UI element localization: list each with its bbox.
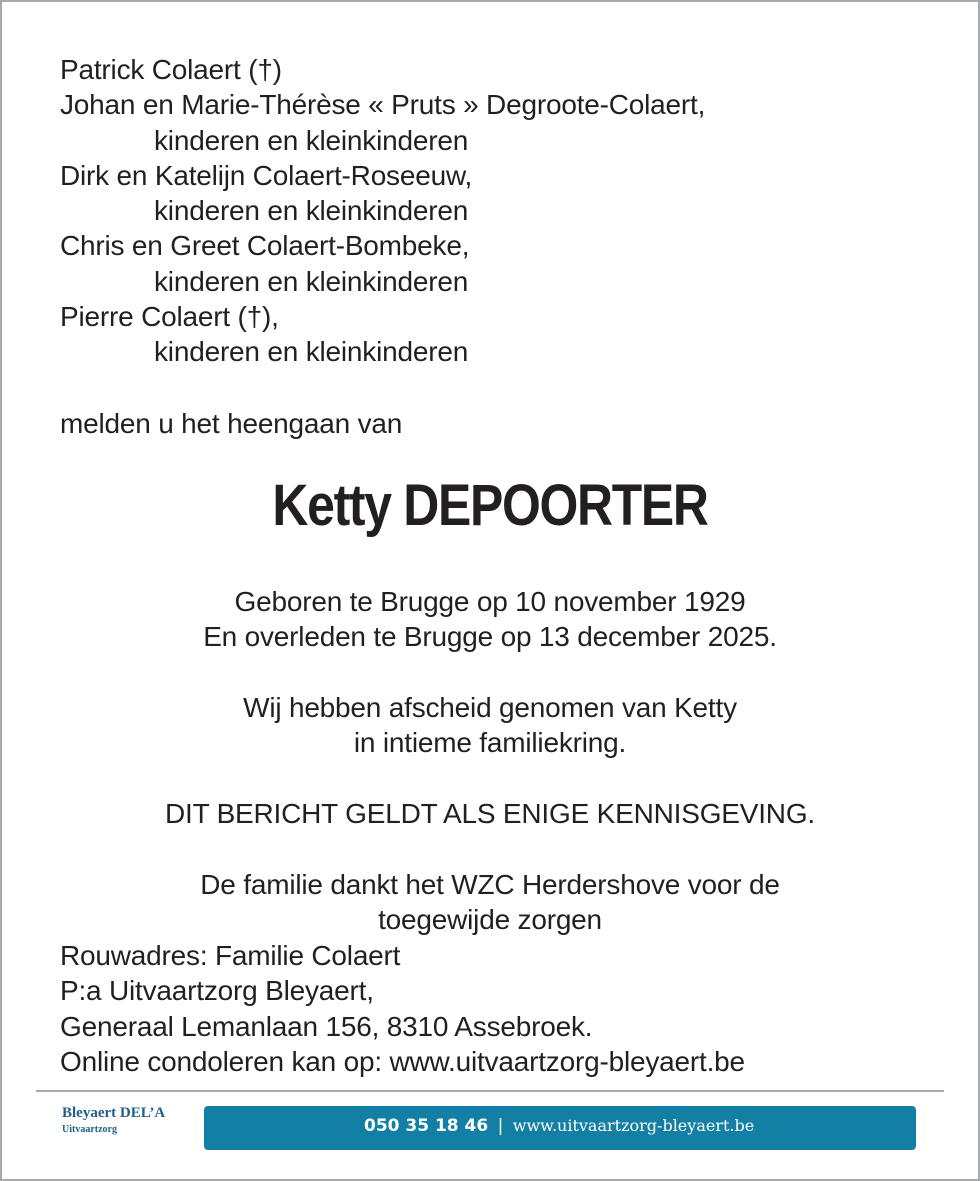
family-line: Pierre Colaert (†), xyxy=(60,301,279,333)
family-line: Johan en Marie-Thérèse « Pruts » Degroote-Colaert, xyxy=(60,89,706,121)
thanks-line: De familie dankt het WZC Herdershove voor de xyxy=(200,869,780,900)
family-line: Patrick Colaert (†) xyxy=(60,54,282,85)
family-line: kinderen en kleinkinderen xyxy=(154,265,469,297)
deceased-name: Ketty DEPOORTER xyxy=(272,473,708,538)
condolence-line: Online condoleren kan op: www.uitvaartzorg-bleyaert.be xyxy=(60,1045,745,1077)
contact-line: P:a Uitvaartzorg Bleyaert, xyxy=(60,975,374,1007)
funeral-home-logo xyxy=(62,1104,202,1150)
farewell-text xyxy=(0,690,980,761)
notice-line: DIT BERICHT GELDT ALS ENIGE KENNISGEVING. xyxy=(165,798,815,829)
contact-line: Generaal Lemanlaan 156, 8310 Assebroek. xyxy=(60,1010,593,1042)
death-line: En overleden te Brugge op 13 december 2025. xyxy=(203,621,777,653)
thanks-line: toegewijde zorgen xyxy=(378,904,602,936)
separator: | xyxy=(497,1116,504,1136)
family-list xyxy=(60,52,940,441)
family-line: kinderen en kleinkinderen xyxy=(154,336,469,368)
contact-block xyxy=(60,938,745,1079)
life-dates xyxy=(0,584,980,655)
family-line: kinderen en kleinkinderen xyxy=(154,195,469,227)
footer-contact-bar xyxy=(204,1106,916,1150)
logo-subtitle: Uitvaartzorg xyxy=(62,1124,117,1135)
website-link[interactable]: www.uitvaartzorg-bleyaert.be xyxy=(512,1116,755,1135)
notice-text xyxy=(0,796,980,831)
family-line: Dirk en Katelijn Colaert-Roseeuw, xyxy=(60,159,473,191)
divider xyxy=(36,1090,944,1092)
family-line: kinderen en kleinkinderen xyxy=(154,124,469,156)
logo-title: Bleyaert DEL’A xyxy=(62,1105,166,1121)
family-line: Chris en Greet Colaert-Bombeke, xyxy=(60,230,470,262)
farewell-line: in intieme familiekring. xyxy=(353,727,627,759)
announcement-text: melden u het heengaan van xyxy=(60,407,403,439)
thanks-text xyxy=(0,867,980,938)
farewell-line: Wij hebben afscheid genomen van Ketty xyxy=(243,692,737,723)
birth-line: Geboren te Brugge op 10 november 1929 xyxy=(234,586,746,617)
phone-number[interactable]: 050 35 18 46 xyxy=(364,1116,489,1136)
contact-line: Rouwadres: Familie Colaert xyxy=(60,940,401,971)
